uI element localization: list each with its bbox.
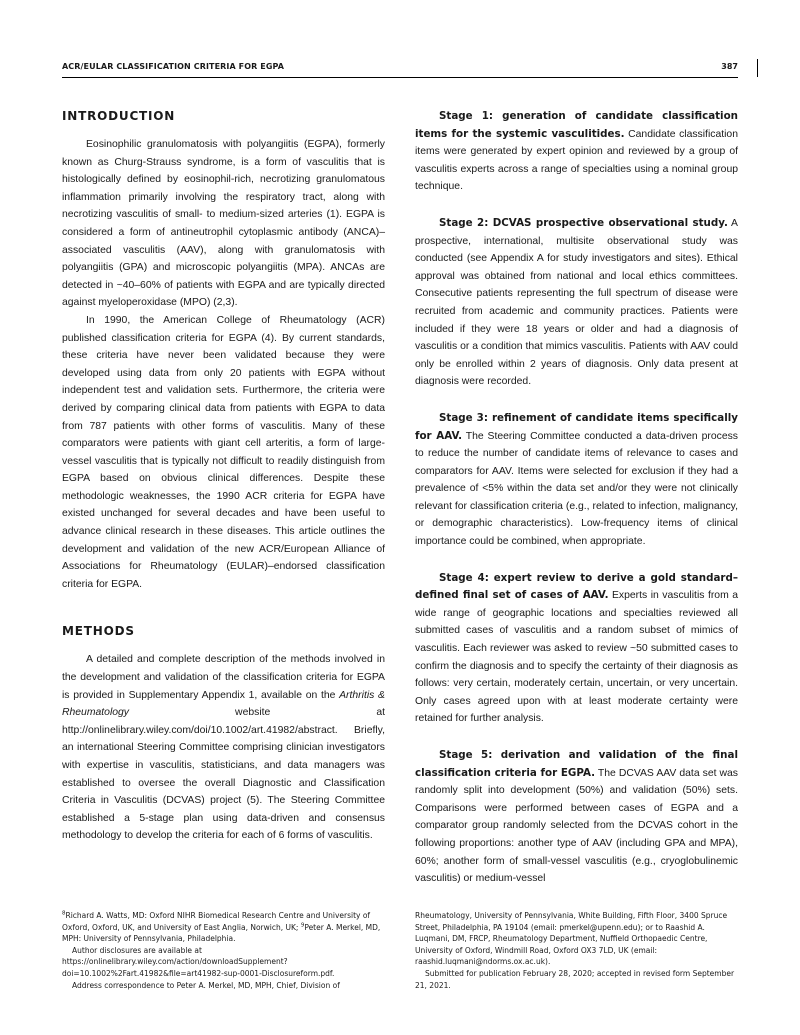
stage-2-text: A prospective, international, multisite observational study was conducted (see Appendix A for study investigators and sites). Ethical approval was obtained from national and local ethics committees. Consecutive patients representing the full spectrum of disease were recruited from academic and community practices. Patients were included if they were 18 years or older and had a diagnosis of vasculitis or a condition that mimics vasculitis. Patients with AAV could only be enrolled within 2 years of diagnosis. Only data present at diagnosis were recorded. (415, 217, 738, 388)
methods-heading: METHODS (62, 624, 135, 639)
stage-2-paragraph (415, 215, 738, 391)
submission-dates: Submitted for publication February 28, 2020; accepted in revised form September 21, 2021. (415, 968, 735, 990)
stage-4-heading: Stage 4: expert review to derive a gold standard–defined final set of cases of AAV. (415, 571, 738, 602)
author-affiliations (62, 910, 385, 945)
right-column (415, 108, 738, 888)
methods-paragraph-1 (62, 651, 385, 845)
left-column (62, 108, 385, 845)
footnote-marker: 8 (62, 910, 66, 917)
running-title: ACR/EULAR CLASSIFICATION CRITERIA FOR EGPA (62, 62, 285, 71)
stage-1-heading: Stage 1: generation of candidate classification items for the systemic vasculitides. (415, 110, 738, 140)
stage-5-text: The DCVAS AAV data set was randomly split into development (50%) and validation (50%) sets. Comparisons were performed between cases of EGPA and a comparator group randomly selected from the DCVAS cohort in the following proportions: another type of AAV (including GPA and MPA), 60%; another form of small-vessel vasculitis (e.g., cryoglobulinemic vasculitis) or medium-vessel (415, 767, 738, 885)
methods-text-b: website at http://onlinelibrary.wiley.com/doi/10.1002/art.41982/abstract. Briefly, an international Steering Committee comprising clinician investigators with expertise in vasculitis, statisticians, and data managers was established to oversee the overall Diagnostic and Classification Criteria in Vasculitis (DCVAS) project (5). The Steering Committee established a 5-stage plan using data-driven and consensus methodology to develop the criteria for each of 6 forms of vasculitis. (62, 707, 385, 842)
footnote-marker: 9 (300, 922, 305, 929)
stage-3-paragraph (415, 410, 738, 551)
footnotes-right (415, 910, 738, 991)
stage-5-paragraph (415, 747, 738, 888)
affiliation-watts: Richard A. Watts, MD: Oxford NIHR Biomedical Research Centre and University of Oxford, Oxford, UK, and University of East Anglia, Norwich, UK; (62, 911, 371, 932)
header-divider (757, 59, 758, 77)
stage-3-heading: Stage 3: refinement of candidate items specifically for AAV. (415, 411, 738, 442)
stage-3-text: The Steering Committee conducted a data-driven process to reduce the number of candidate items of relevance to cases and comparators for AAV. Items were selected for exclusion if they had a prevalence of <5% within the data set and/or they were not clinically relevant for classification criteria (e.g., related to infection, malignancy, or demographic characteristics). Low-frequency items of clinical importance could be combined, when appropriate. (415, 430, 738, 548)
author-disclosures: Author disclosures are available at https://onlinelibrary.wiley.com/action/downloadSupplement?doi=10.1002%2Fart.41982&file=art41982-sup-0001-Disclosureform.pdf. (62, 945, 335, 978)
introduction-paragraph-2: In 1990, the American College of Rheumatology (ACR) published classification criteria for EGPA (4). By current standards, these criteria have never been validated because they were developed using data from only 20 patients with EGPA without independent test and validation sets. Furthermore, the criteria were derived by comparing clinical data from patients with EGPA to data from 787 patients with other forms of vasculitis. Many of these comparators were patients with giant cell arteritis, a form of large-vessel vasculitis that is typically not difficult to readily distinguish from EGPA based on obvious clinical differences. Despite these methodologic weaknesses, the 1990 ACR criteria for EGPA have existed unchanged for several decades and have been useful to advance clinical research in these diseases. This article outlines the development and validation of the new ACR/European Alliance of Associations for Rheumatology (EULAR)–endorsed classification criteria for EGPA. (62, 314, 385, 590)
introduction-heading: INTRODUCTION (62, 109, 176, 123)
stage-1-text: Candidate classification items were generated by expert opinion and reviewed by a group of vasculitis experts across a range of specialties using a nominal group technique. (415, 128, 738, 193)
introduction-paragraph-1: Eosinophilic granulomatosis with polyangiitis (EGPA), formerly known as Churg-Strauss syndrome, is a form of vasculitis that is histologically defined by eosinophil-rich, necrotizing granulomatous inflammation primarily involving the respiratory tract, along with necrotizing vasculitis of small- to medium-sized arteries (1). EGPA is considered a form of antineutrophil cytoplasmic antibody (ANCA)–associated vasculitis (AAV), along with granulomatosis with polyangiitis (GPA) and microscopic polyangiitis (MPA). ANCAs are detected in ~40–60% of patients with EGPA and are typically directed against myeloperoxidase (MPO) (2,3). (62, 139, 385, 309)
correspondence-address: Address correspondence to Peter A. Merkel, MD, MPH, Chief, Division of (72, 980, 340, 990)
correspondence-continued: Rheumatology, University of Pennsylvania, White Building, Fifth Floor, 3400 Spruce Street, Philadelphia, PA 19104 (email: pmerkel@upenn.edu); or to Raashid A. Luqmani, DM, FRCP, Rheumatology Department, Nuffield Orthopaedic Centre, University of Oxford, Windmill Road, Oxford OX3 7LD, UK (email: raashid.luqmani@ndorms.ox.ac.uk). (415, 911, 728, 967)
stage-5-heading: Stage 5: derivation and validation of the final classification criteria for EGPA. (415, 749, 738, 779)
footnotes-left (62, 910, 385, 991)
running-header (62, 61, 738, 78)
stage-4-paragraph (415, 570, 738, 728)
stage-4-text: Experts in vasculitis from a wide range of geographic locations and specialties reviewed all submitted cases of vasculitis and a random subset of mimics of vasculitis. Each reviewer was asked to review ~50 submitted cases to confirm the diagnosis and to specify the certainty of their diagnosis as follows: very certain, moderately certain, uncertain, or very uncertain. Only cases agreed upon with at least moderate certainty were retained for further analysis. (415, 590, 738, 725)
affiliation-merkel: Peter A. Merkel, MD, MPH: University of Pennsylvania, Philadelphia. (62, 922, 381, 944)
stage-1-paragraph (415, 108, 738, 196)
stage-2-heading: Stage 2: DCVAS prospective observational study. (439, 216, 728, 229)
journal-title: Arthritis & Rheumatology (62, 689, 385, 719)
methods-text-a: A detailed and complete description of the methods involved in the development and validation of the classification criteria for EGPA is provided in Supplementary Appendix 1, available on the (62, 654, 385, 701)
page-number: 387 (721, 62, 738, 71)
